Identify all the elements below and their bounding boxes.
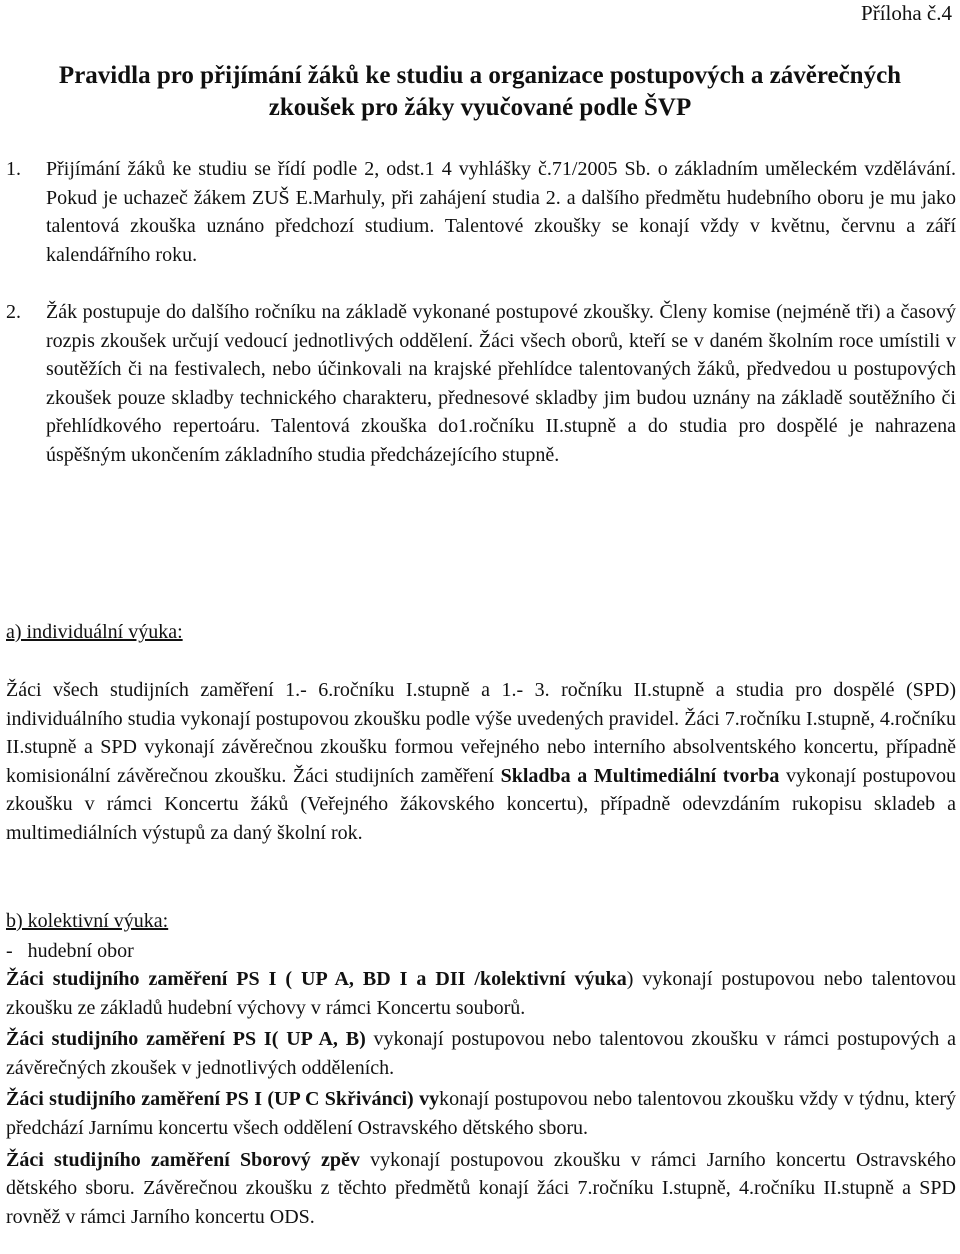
section-b-heading: b) kolektivní výuka: — [6, 910, 169, 932]
section-b-item-bold: Žáci studijního zaměření PS I( UP A, B) — [6, 1028, 366, 1051]
section-a-text-part2: vykonají postupovou zkoušku v rámci Koncertu žáků (Veřejného žákovského koncertu), případně odevzdáním rukopisu skladeb a multimediálních výstupů za daný školní rok. — [6, 764, 956, 844]
section-b-subheading: - hudební obor — [6, 940, 134, 962]
section-a-text-bold: Skladba a Multimediální tvorba — [500, 764, 780, 787]
section-b-item — [6, 1025, 956, 1082]
document-title: Pravidla pro přijímání žáků ke studiu a organizace postupových a závěrečných zkoušek pro žáky vyučované podle ŠVP — [58, 62, 902, 121]
paragraph-1-number: 1. — [6, 158, 21, 180]
section-b-item-text: vykonají postupovou nebo talentovou zkoušku v rámci postupových a závěrečných zkoušek v jednotlivých odděleních. — [6, 1028, 956, 1079]
section-b-item-text: konají postupovou nebo talentovou zkoušku vždy v týdnu, který předchází Jarnímu koncertu všech oddělení Ostravského dětského sboru. — [6, 1088, 956, 1139]
section-b-item-text: vykonají postupovou zkoušku v rámci Jarního koncertu Ostravského dětského sboru. Závěrečnou zkoušku z těchto předmětů konají žáci 7.ročníku I.stupně, 4.ročníku II.stupně a SPD rovněž v rámci Jarního koncertu ODS. — [6, 1148, 956, 1228]
section-b-item-bold: Žáci studijního zaměření PS I ( UP A, BD I a DII /kolektivní výuka — [6, 968, 627, 990]
section-b-item — [6, 1085, 956, 1142]
section-b-item-text: ) vykonají postupovou nebo talentovou zkoušku ze základů hudební výchovy v rámci Koncertu souborů. — [6, 968, 956, 1019]
section-a-text-part1: Žáci všech studijních zaměření 1.- 6.ročníku I.stupně a 1.- 3. ročníku II.stupně a studia pro dospělé (SPD) individuálního studia vykonají postupovou zkoušku podle výše uvedených pravidel. Žáci 7.ročníku I.stupně, 4.ročníku II.stupně a SPD vykonají závěrečnou zkoušku formou veřejného nebo interního absolventského koncertu, případně komisionální závěrečnou zkoušku. Žáci studijních zaměření — [6, 679, 956, 787]
section-b-item — [6, 965, 956, 1022]
attachment-label: Příloha č.4 — [861, 1, 952, 25]
section-a-heading: a) individuální výuka: — [6, 621, 183, 643]
section-b-item — [6, 1146, 956, 1232]
paragraph-1-text: Přijímání žáků ke studiu se řídí podle 2, odst.1 4 vyhlášky č.71/2005 Sb. o základním uměleckém vzdělávání. Pokud je uchazeč žákem ZUŠ E.Marhuly, při zahájení studia 2. a dalšího předmětu hudebního oboru je mu jako talentová zkouška uznáno předchozí studium. Talentové zkoušky se konají vždy v květnu, červnu a září kalendářního roku. — [46, 158, 956, 266]
section-a-text — [6, 676, 956, 848]
section-b-item-bold: Žáci studijního zaměření Sborový zpěv — [6, 1148, 360, 1171]
paragraph-2-text: Žák postupuje do dalšího ročníku na základě vykonané postupové zkoušky. Členy komise (nejméně tři) a časový rozpis zkoušek určují vedoucí jednotlivých oddělení. Žáci všech oborů, kteří se v daném školním roce umístili v soutěžích či na festivalech, nebo účinkovali na krajské přehlídce talentovaných žáků, předvedou u postupových zkoušek pouze skladby technického charakteru, přednesové skladby jim budou uznány na základě soutěžního či přehlídkového repertoáru. Talentová zkouška do1.ročníku II.stupně a do studia pro dospělé je nahrazena úspěšným ukončením základního studia předcházejícího stupně. — [46, 301, 956, 466]
paragraph-2-number: 2. — [6, 301, 21, 323]
section-b-item-bold: Žáci studijního zaměření PS I (UP C Skřivánci) vy — [6, 1088, 440, 1111]
paragraph-1 — [0, 155, 956, 269]
section-b-items — [6, 965, 956, 1231]
paragraph-2 — [0, 298, 956, 469]
